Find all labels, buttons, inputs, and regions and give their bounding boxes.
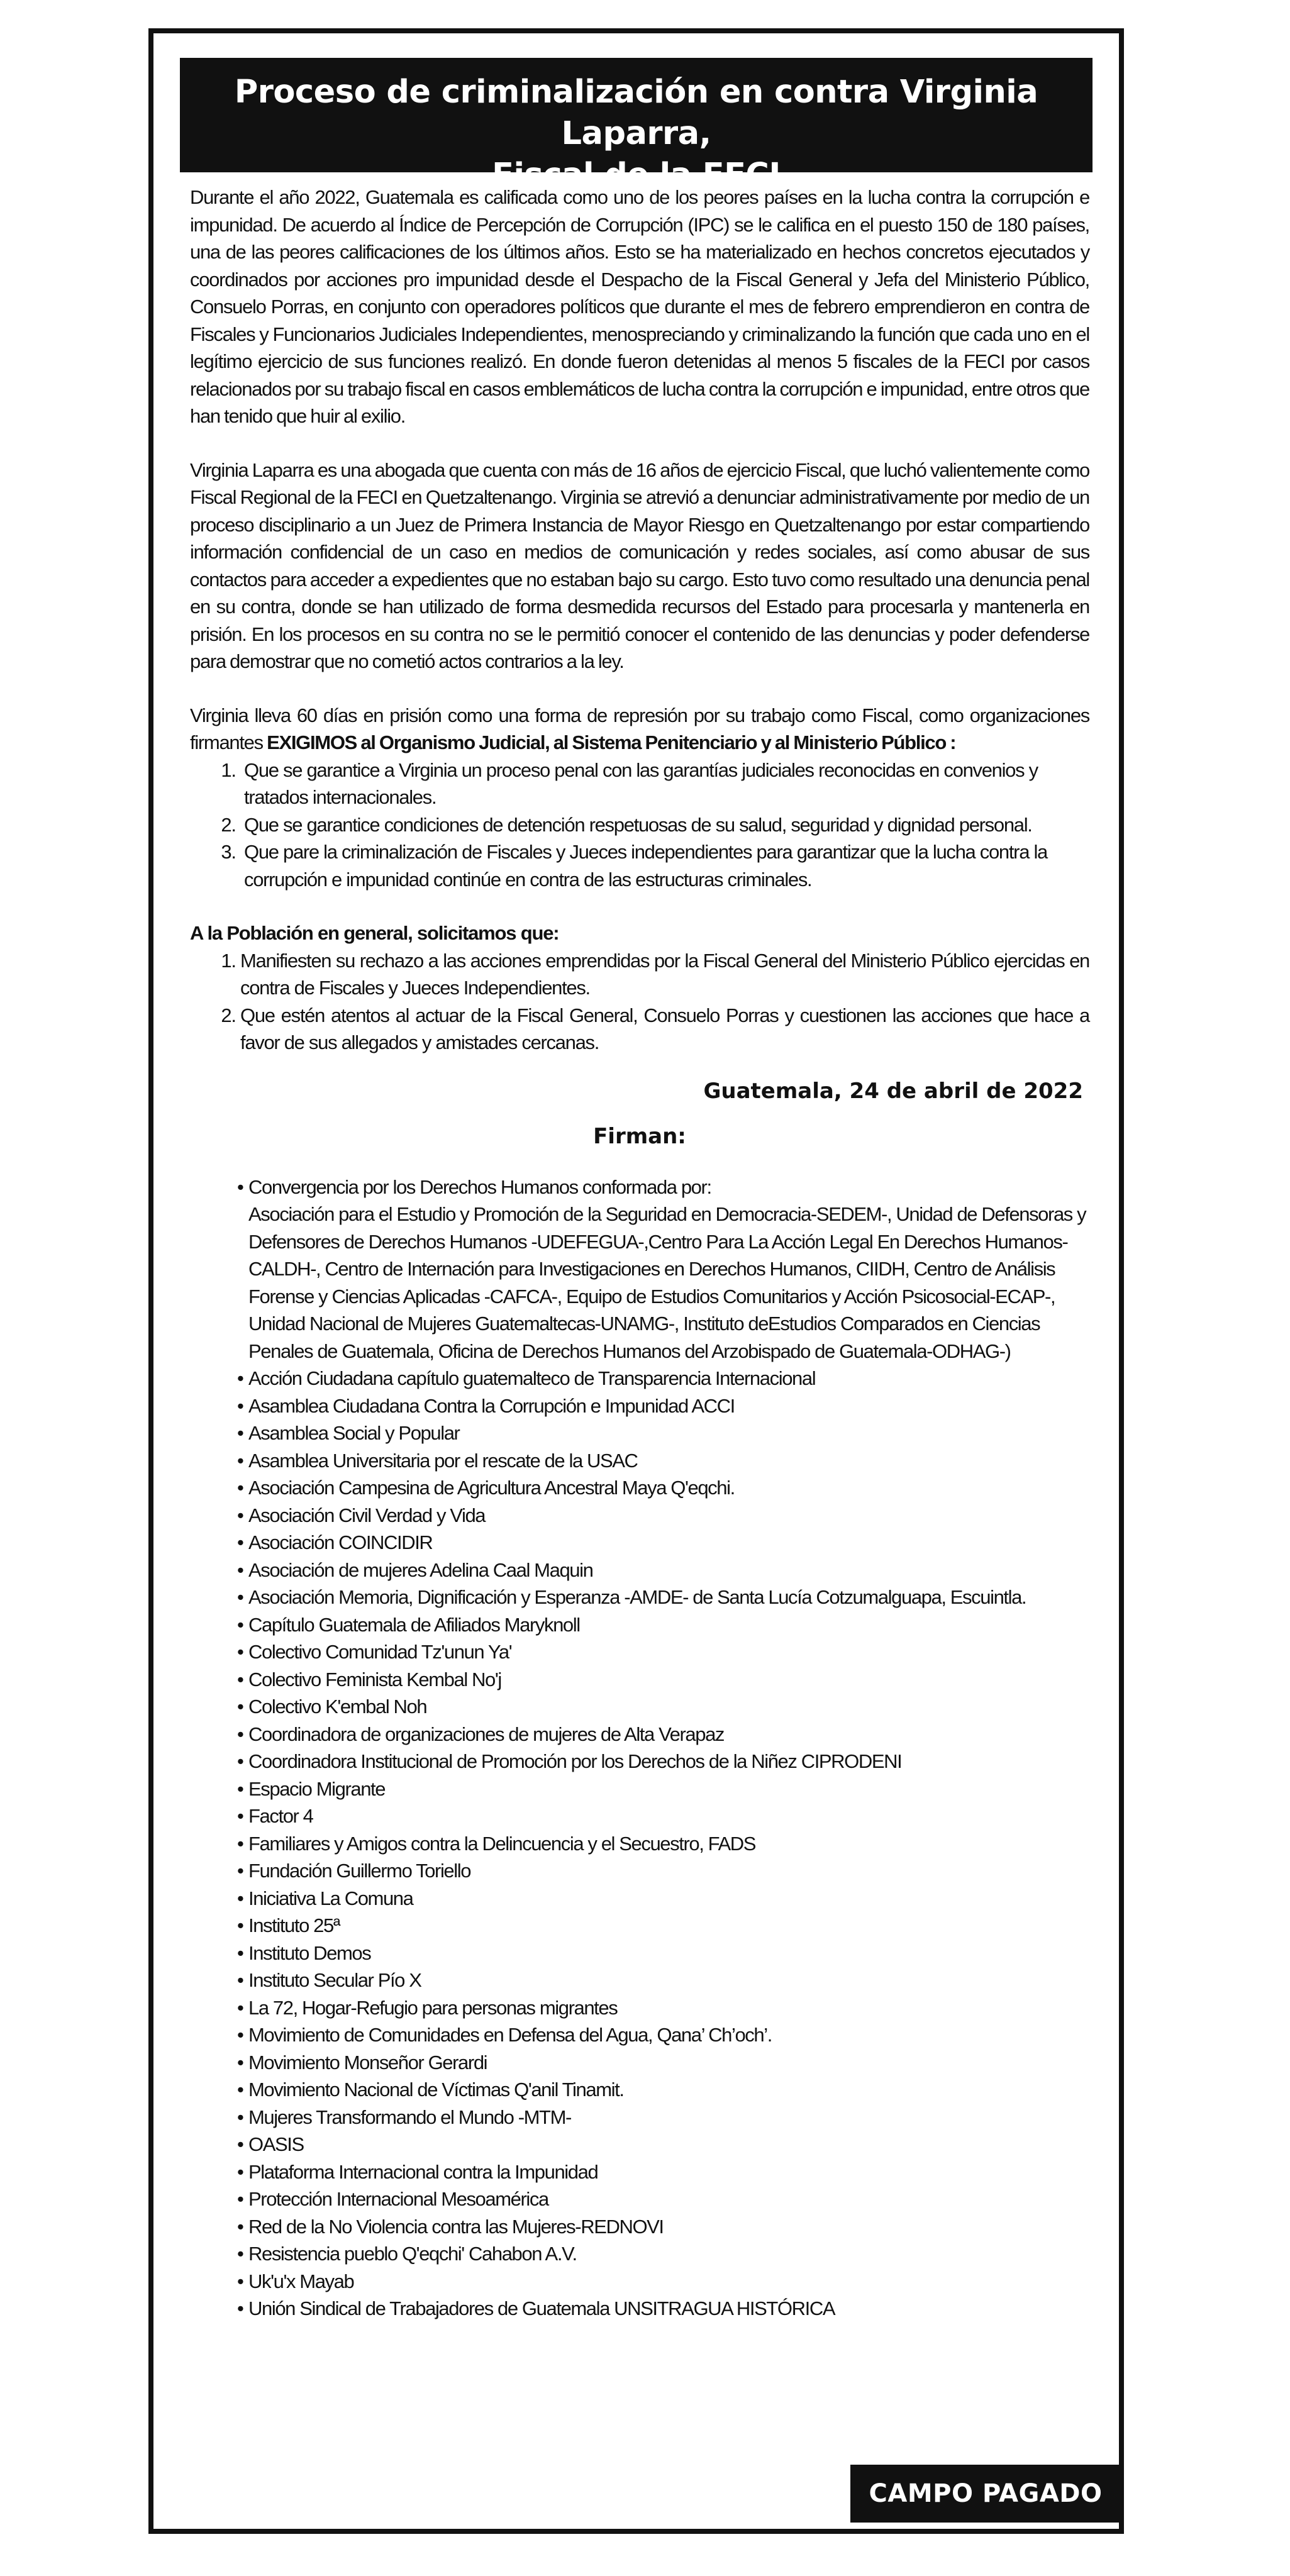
demands-list — [190, 757, 1089, 894]
signer-item: • Factor 4 — [237, 1802, 1093, 1830]
signer-item: • Instituto 25ª — [237, 1912, 1093, 1940]
signer-item: • Fundación Guillermo Toriello — [237, 1857, 1093, 1885]
title-banner — [180, 58, 1093, 194]
signer-item: • Resistencia pueblo Q'eqchi' Cahabon A.V. — [237, 2240, 1093, 2268]
signer-item: • La 72, Hogar-Refugio para personas migrantes — [237, 1994, 1093, 2022]
signer-item: • Asamblea Universitaria por el rescate de la USAC — [237, 1447, 1093, 1475]
signer-convergencia — [237, 1174, 1093, 1365]
signer-name: • Convergencia por los Derechos Humanos conformada por: — [248, 1175, 711, 1198]
signer-item: • Asociación Memoria, Dignificación y Esperanza -AMDE- de Santa Lucía Cotzumalguapa, Escuintla. — [237, 1584, 1093, 1611]
signer-item: • Coordinadora Institucional de Promoción por los Derechos de la Niñez CIPRODENI — [237, 1748, 1093, 1775]
signer-item: • Colectivo K'embal Noh — [237, 1693, 1093, 1721]
demand-intro-bold: EXIGIMOS al Organismo Judicial, al Sistema Penitenciario y al Ministerio Público : — [267, 731, 956, 753]
demand-item: 3. Que pare la criminalización de Fiscales y Jueces independientes para garantizar que la lucha contra la corrupción e impunidad continúe en contra de las estructuras criminales. — [240, 838, 1089, 893]
paragraph-demand-intro — [190, 702, 1089, 757]
signer-item: • Red de la No Violencia contra las Mujeres-REDNOVI — [237, 2213, 1093, 2241]
signer-item: • Protección Internacional Mesoamérica — [237, 2185, 1093, 2213]
paid-space-badge: CAMPO PAGADO — [850, 2465, 1121, 2523]
document-body — [190, 184, 1089, 2323]
signer-item: • Iniciativa La Comuna — [237, 1885, 1093, 1913]
signer-item: • Plataforma Internacional contra la Impunidad — [237, 2158, 1093, 2186]
signer-item: • Asamblea Social y Popular — [237, 1419, 1093, 1447]
signer-item: • Acción Ciudadana capítulo guatemalteco de Transparencia Internacional — [237, 1365, 1093, 1392]
signer-item: • Movimiento Monseñor Gerardi — [237, 2049, 1093, 2077]
demand-item: 2. Que se garantice condiciones de detención respetuosas de su salud, seguridad y dignidad personal. — [240, 811, 1089, 839]
convergencia-members: Asociación para el Estudio y Promoción de la Seguridad en Democracia-SEDEM-, Unidad de Defensoras y Defensores de Derechos Humanos -UDEFEGUA-,Centro Para La Acción Legal En Derechos Humanos- CALDH-, Centro de Internación para Investigaciones en Derechos Humanos, CIIDH, Centro de Análisis Forense y Ciencias Aplicadas -CAFCA-, Equipo de Estudios Comunitarios y Acción Psicosocial-ECAP-, Unidad Nacional de Mujeres Guatemaltecas-UNAMG-, Instituto deEstudios Comparados en Ciencias Penales de Guatemala, Oficina de Derechos Humanos del Arzobispado de Guatemala-ODHAG-) — [248, 1203, 1086, 1362]
signer-item: • Colectivo Feminista Kembal No'j — [237, 1666, 1093, 1694]
demand-item: 1. Que se garantice a Virginia un proceso penal con las garantías judiciales reconocidas en convenios y tratados internacionales. — [240, 757, 1089, 811]
paragraph-context: Durante el año 2022, Guatemala es calificada como uno de los peores países en la lucha contra la corrupción e impunidad. De acuerdo al Índice de Percepción de Corrupción (IPC) se le califica en el puesto 150 de 180 países, una de las peores calificaciones de los últimos años. Esto se ha materializado en hechos concretos ejecutados y coordinados por acciones pro impunidad desde el Despacho de la Fiscal General y Jefa del Ministerio Público, Consuelo Porras, en conjunto con operadores políticos que durante el mes de febrero emprendieron en contra de Fiscales y Funcionarios Judiciales Independientes, menospreciando y criminalizando la función que cada uno en el legítimo ejercicio de sus funciones realizó. En donde fueron detenidas al menos 5 fiscales de la FECI por casos relacionados por su trabajo fiscal en casos emblemáticos de lucha contra la corrupción e impunidad, entre otros que han tenido que huir al exilio. — [190, 186, 1089, 427]
title-line-2: Fiscal de la FECI — [492, 157, 781, 194]
population-list — [190, 947, 1089, 1057]
signers-heading: Firman: — [593, 1123, 686, 1149]
signer-item: • Colectivo Comunidad Tz'unun Ya' — [237, 1638, 1093, 1666]
signer-item: • Asociación de mujeres Adelina Caal Maquin — [237, 1557, 1093, 1584]
signer-item: • Unión Sindical de Trabajadores de Guatemala UNSITRAGUA HISTÓRICA — [237, 2295, 1093, 2323]
signer-item: • Familiares y Amigos contra la Delincuencia y el Secuestro, FADS — [237, 1830, 1093, 1858]
signer-item: • Capítulo Guatemala de Afiliados Maryknoll — [237, 1611, 1093, 1639]
title-line-1: Proceso de criminalización en contra Virginia Laparra, — [234, 74, 1038, 152]
signer-item: • Movimiento Nacional de Víctimas Q'anil Tinamit. — [237, 2076, 1093, 2104]
signer-item: • Asociación Campesina de Agricultura Ancestral Maya Q'eqchi. — [237, 1474, 1093, 1502]
population-heading: A la Población en general, solicitamos que: — [190, 922, 559, 944]
demand-intro-text: Virginia lleva 60 días en prisión como una forma de represión por su trabajo como Fiscal, como organizaciones firmantes — [190, 704, 1089, 753]
signers-list — [190, 1174, 1093, 2323]
signer-item: • Asociación Civil Verdad y Vida — [237, 1502, 1093, 1530]
population-item: 2. Que estén atentos al actuar de la Fiscal General, Consuelo Porras y cuestionen las acciones que hace a favor de sus allegados y amistades cercanas. — [240, 1002, 1089, 1057]
signer-item: • Movimiento de Comunidades en Defensa del Agua, Qana’ Ch’och’. — [237, 2021, 1093, 2049]
signer-item: • Espacio Migrante — [237, 1775, 1093, 1803]
signer-item: • Uk'u'x Mayab — [237, 2268, 1093, 2296]
signer-item: • Coordinadora de organizaciones de mujeres de Alta Verapaz — [237, 1721, 1093, 1748]
signer-item: • Instituto Demos — [237, 1940, 1093, 1967]
date-line: Guatemala, 24 de abril de 2022 — [703, 1078, 1083, 1104]
signer-item: • Asociación COINCIDIR — [237, 1529, 1093, 1557]
signer-item: • Asamblea Ciudadana Contra la Corrupción e Impunidad ACCI — [237, 1392, 1093, 1420]
signer-item: • Instituto Secular Pío X — [237, 1967, 1093, 1994]
population-item: 1. Manifiesten su rechazo a las acciones emprendidas por la Fiscal General del Ministerio Público ejercidas en contra de Fiscales y Jueces Independientes. — [240, 947, 1089, 1002]
signer-item: • Mujeres Transformando el Mundo -MTM- — [237, 2104, 1093, 2131]
signer-item: • OASIS — [237, 2131, 1093, 2158]
paragraph-virginia: Virginia Laparra es una abogada que cuenta con más de 16 años de ejercicio Fiscal, que luchó valientemente como Fiscal Regional de la FECI en Quetzaltenango. Virginia se atrevió a denunciar administrativamente por medio de un proceso disciplinario a un Juez de Primera Instancia de Mayor Riesgo en Quetzaltenango por estar compartiendo información confidencial de un caso en medios de comunicación y redes sociales, así como abusar de sus contactos para acceder a expedientes que no estaban bajo su cargo. Esto tuvo como resultado una denuncia penal en su contra, donde se han utilizado de forma desmedida recursos del Estado para procesarla y mantenerla en prisión. En los procesos en su contra no se le permitió conocer el contenido de las denuncias y poder defenderse para demostrar que no cometió actos contrarios a la ley. — [190, 458, 1089, 672]
